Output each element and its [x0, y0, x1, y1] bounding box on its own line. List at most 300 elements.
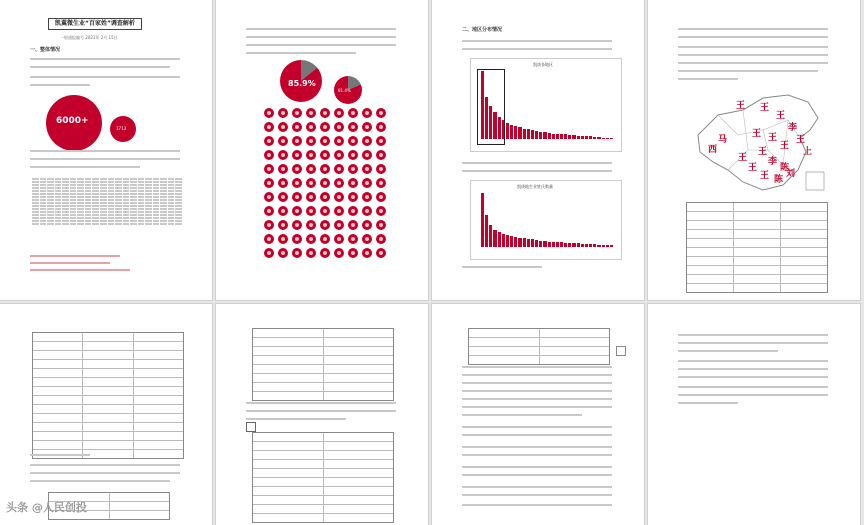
chart-bar	[568, 135, 571, 139]
table-cell	[253, 356, 323, 364]
chart-bar	[606, 245, 609, 247]
surname-dot	[334, 220, 344, 230]
grid-cell	[138, 193, 145, 195]
page-8[interactable]	[648, 304, 860, 525]
grid-cell	[85, 223, 92, 225]
chart-bar	[481, 193, 484, 247]
grid-cell	[100, 208, 107, 210]
grid-cell	[77, 184, 84, 186]
footnote-line	[30, 255, 120, 257]
grid-cell	[100, 214, 107, 216]
table-row	[687, 238, 827, 247]
text-line	[462, 366, 612, 368]
grid-cell	[70, 223, 77, 225]
grid-cell	[123, 199, 130, 201]
grid-cell	[40, 205, 47, 207]
surname-dot	[348, 136, 358, 146]
surname-dot	[320, 192, 330, 202]
grid-cell	[70, 208, 77, 210]
table-cell	[733, 203, 780, 211]
grid-cell	[108, 181, 115, 183]
grid-cell	[115, 211, 122, 213]
surname-dot	[292, 122, 302, 132]
grid-cell	[130, 190, 137, 192]
grid-cell	[47, 199, 54, 201]
map-surname-label: 王	[736, 101, 746, 111]
grid-cell	[108, 220, 115, 222]
table-cell	[133, 441, 183, 449]
grid-cell	[77, 187, 84, 189]
grid-cell	[153, 214, 160, 216]
surname-dot	[348, 206, 358, 216]
table-cell	[253, 514, 323, 522]
grid-cell	[85, 208, 92, 210]
grid-cell	[130, 181, 137, 183]
table-cell	[733, 257, 780, 265]
table-cell	[82, 405, 132, 413]
surname-dot	[334, 192, 344, 202]
surname-dot	[264, 164, 274, 174]
grid-cell	[153, 199, 160, 201]
table-row	[687, 256, 827, 265]
surname-dot	[264, 122, 274, 132]
grid-cell	[55, 220, 62, 222]
map-surname-label: 马	[718, 135, 728, 145]
text-line	[462, 446, 612, 448]
grid-cell	[32, 196, 39, 198]
grid-cell	[145, 199, 152, 201]
grid-cell	[100, 196, 107, 198]
table-row	[469, 337, 609, 346]
grid-cell	[130, 211, 137, 213]
grid-cell	[62, 211, 69, 213]
text-line	[678, 70, 818, 72]
grid-cell	[62, 193, 69, 195]
text-line	[462, 434, 612, 436]
page-2[interactable]	[216, 0, 428, 300]
chart-bar	[518, 238, 521, 247]
grid-cell	[160, 205, 167, 207]
grid-cell	[175, 223, 182, 225]
table-row	[253, 441, 393, 450]
grid-cell	[62, 208, 69, 210]
table-cell	[33, 342, 82, 350]
grid-cell	[47, 193, 54, 195]
grid-cell	[40, 211, 47, 213]
grid-cell	[160, 220, 167, 222]
table-row	[253, 459, 393, 468]
grid-cell	[138, 217, 145, 219]
table-row	[687, 203, 827, 211]
page-4[interactable]	[648, 0, 860, 300]
chart-bar	[527, 129, 530, 139]
table-cell	[687, 230, 733, 238]
table-cell	[687, 275, 733, 283]
grid-cell	[145, 211, 152, 213]
surname-dot	[320, 108, 330, 118]
table-cell	[82, 333, 132, 341]
chart-bar	[572, 243, 575, 247]
table-cell	[469, 356, 539, 364]
text-line	[30, 76, 180, 78]
grid-cell	[32, 187, 39, 189]
table-row	[253, 364, 393, 373]
grid-cell	[160, 223, 167, 225]
grid-cell	[77, 211, 84, 213]
table-row	[253, 433, 393, 441]
grid-cell	[123, 211, 130, 213]
resize-handle-icon[interactable]	[616, 346, 626, 356]
bubble-small-value: 1713	[116, 126, 127, 131]
chart-bar	[535, 240, 538, 247]
table-cell	[82, 396, 132, 404]
text-line	[30, 150, 180, 152]
table-cell	[687, 212, 733, 220]
grid-cell	[85, 205, 92, 207]
table-cell	[253, 478, 323, 486]
page-5[interactable]	[0, 304, 212, 525]
text-line	[678, 334, 828, 336]
table-cell	[133, 450, 183, 458]
chart-bar	[514, 126, 517, 139]
chart-bar	[581, 244, 584, 247]
grid-cell	[130, 187, 137, 189]
table-cell	[33, 432, 82, 440]
bar-chart-1	[470, 58, 622, 152]
surname-dot	[362, 108, 372, 118]
table-cell	[49, 493, 109, 501]
surname-dot	[320, 206, 330, 216]
chart-bar	[527, 239, 530, 247]
table-cell	[253, 383, 323, 391]
grid-cell	[47, 190, 54, 192]
chart-bar	[577, 136, 580, 139]
grid-cell	[115, 214, 122, 216]
grid-cell	[55, 178, 62, 180]
grid-cell	[77, 220, 84, 222]
table-cell	[733, 239, 780, 247]
chart-bar	[539, 241, 542, 247]
grid-cell	[70, 178, 77, 180]
grid-cell	[168, 220, 175, 222]
grid-cell	[62, 220, 69, 222]
grid-cell	[145, 187, 152, 189]
text-line	[462, 398, 612, 400]
grid-cell	[77, 205, 84, 207]
table-cell	[323, 487, 394, 495]
grid-cell	[92, 193, 99, 195]
surname-dot	[362, 234, 372, 244]
grid-cell	[168, 184, 175, 186]
map-surname-label: 王	[760, 103, 770, 113]
table-row	[253, 382, 393, 391]
grid-cell	[55, 214, 62, 216]
surname-dot	[376, 192, 386, 202]
surname-dot	[362, 192, 372, 202]
grid-cell	[145, 220, 152, 222]
grid-cell	[115, 178, 122, 180]
chart-bar	[552, 134, 555, 139]
text-line	[462, 266, 542, 268]
surname-dot	[278, 150, 288, 160]
table-cell	[133, 432, 183, 440]
text-line	[678, 78, 738, 80]
grid-cell	[160, 199, 167, 201]
table-cell	[323, 478, 394, 486]
table-row	[469, 329, 609, 337]
text-line	[462, 390, 612, 392]
table-cell	[780, 212, 827, 220]
map-surname-label: 刘	[786, 169, 796, 179]
grid-cell	[145, 217, 152, 219]
table-cell	[253, 365, 323, 373]
text-line	[462, 162, 612, 164]
table-cell	[133, 333, 183, 341]
surname-dot	[278, 192, 288, 202]
grid-cell	[40, 196, 47, 198]
surname-dot-grid	[264, 108, 386, 258]
table-cell	[253, 469, 323, 477]
table-cell	[33, 423, 82, 431]
grid-cell	[85, 214, 92, 216]
table-cell	[687, 239, 733, 247]
page-7[interactable]	[432, 304, 644, 525]
section-heading: 一、整体情况	[30, 47, 61, 53]
grid-cell	[32, 178, 39, 180]
table-cell	[539, 329, 610, 337]
grid-cell	[85, 220, 92, 222]
table-cell	[780, 230, 827, 238]
grid-cell	[138, 199, 145, 201]
chart-bar	[610, 245, 613, 247]
table-cell	[253, 347, 323, 355]
surname-dot	[320, 122, 330, 132]
table-cell	[253, 442, 323, 450]
text-line	[678, 36, 828, 38]
surname-dot	[292, 220, 302, 230]
surname-dot	[348, 122, 358, 132]
surname-dot	[264, 206, 274, 216]
grid-cell	[40, 178, 47, 180]
surname-dot	[334, 150, 344, 160]
grid-cell	[160, 184, 167, 186]
grid-cell	[85, 187, 92, 189]
grid-cell	[40, 223, 47, 225]
grid-cell	[108, 199, 115, 201]
document-subtitle: 一般通报编号 2021年 2月 15日	[60, 35, 118, 40]
surname-dot	[376, 150, 386, 160]
grid-cell	[32, 193, 39, 195]
grid-cell	[92, 217, 99, 219]
table-cell	[133, 369, 183, 377]
surname-dot	[306, 192, 316, 202]
chart-bar	[585, 136, 588, 139]
surname-dot	[278, 248, 288, 258]
table-cell	[323, 442, 394, 450]
table-row	[687, 274, 827, 283]
chart-bar	[589, 244, 592, 247]
table-row	[33, 404, 183, 413]
grid-cell	[55, 184, 62, 186]
grid-cell	[108, 196, 115, 198]
grid-cell	[70, 190, 77, 192]
grid-cell	[70, 193, 77, 195]
table-move-handle-icon[interactable]	[246, 422, 256, 432]
surname-dot	[306, 220, 316, 230]
surname-dot	[278, 108, 288, 118]
grid-cell	[138, 190, 145, 192]
chart-bar	[531, 239, 534, 247]
grid-cell	[153, 196, 160, 198]
grid-cell	[115, 223, 122, 225]
table-cell	[253, 433, 323, 441]
surname-dot	[264, 192, 274, 202]
grid-cell	[85, 181, 92, 183]
grid-cell	[108, 193, 115, 195]
grid-cell	[77, 181, 84, 183]
table-row	[33, 395, 183, 404]
text-line	[462, 40, 612, 42]
map-surname-label: 李	[788, 123, 798, 133]
grid-cell	[175, 193, 182, 195]
surname-dot	[320, 234, 330, 244]
surname-dot	[348, 108, 358, 118]
table-cell	[109, 502, 170, 510]
grid-cell	[130, 208, 137, 210]
map-surname-label: 王	[796, 135, 806, 145]
grid-cell	[77, 199, 84, 201]
map-surname-label: 王	[780, 141, 790, 151]
grid-cell	[175, 217, 182, 219]
bubble-large-value: 6000+	[56, 116, 89, 126]
chart-bar	[518, 127, 521, 139]
grid-cell	[70, 211, 77, 213]
chart-bar	[485, 215, 488, 247]
grid-cell	[168, 202, 175, 204]
table-cell	[539, 347, 610, 355]
surname-dot	[306, 136, 316, 146]
table-cell	[109, 493, 170, 501]
chart-bar	[568, 243, 571, 247]
surname-dot	[376, 108, 386, 118]
page-6[interactable]	[216, 304, 428, 525]
grid-cell	[160, 208, 167, 210]
grid-cell	[92, 199, 99, 201]
chart-bar	[602, 245, 605, 247]
surname-dot	[306, 178, 316, 188]
grid-cell	[55, 208, 62, 210]
surname-dot	[376, 122, 386, 132]
table-cell	[780, 275, 827, 283]
table-cell	[133, 378, 183, 386]
table-cell	[133, 423, 183, 431]
surname-dot	[320, 164, 330, 174]
surname-dot	[292, 192, 302, 202]
grid-cell	[153, 217, 160, 219]
grid-cell	[145, 178, 152, 180]
surname-dot	[376, 178, 386, 188]
table-cell	[82, 387, 132, 395]
surname-dot	[278, 122, 288, 132]
grid-cell	[108, 211, 115, 213]
surname-dot	[362, 164, 372, 174]
grid-cell	[55, 190, 62, 192]
grid-cell	[70, 181, 77, 183]
surname-dot	[376, 206, 386, 216]
table-row	[253, 504, 393, 513]
grid-cell	[32, 208, 39, 210]
table-cell	[469, 329, 539, 337]
grid-cell	[160, 187, 167, 189]
page-3[interactable]	[432, 0, 644, 300]
chart-bar	[589, 136, 592, 139]
surname-dot	[362, 248, 372, 258]
surname-dot	[292, 234, 302, 244]
table-cell	[323, 329, 394, 337]
table-cell	[323, 514, 394, 522]
grid-cell	[168, 196, 175, 198]
text-line	[678, 368, 828, 370]
text-line	[678, 62, 828, 64]
surname-dot	[306, 108, 316, 118]
grid-cell	[62, 196, 69, 198]
grid-cell	[115, 184, 122, 186]
grid-cell	[55, 193, 62, 195]
chart-title: 凯庚各地区	[533, 62, 553, 67]
table-row	[253, 513, 393, 522]
surname-dot	[376, 136, 386, 146]
grid-cell	[47, 208, 54, 210]
section-heading: 二、地区分布情况	[462, 27, 503, 33]
watermark: 头条 @人民创投	[6, 501, 87, 514]
grid-cell	[138, 184, 145, 186]
grid-cell	[85, 184, 92, 186]
grid-cell	[138, 202, 145, 204]
chart-bar	[523, 129, 526, 139]
surname-dot	[334, 122, 344, 132]
grid-cell	[175, 211, 182, 213]
grid-cell	[92, 187, 99, 189]
grid-cell	[168, 190, 175, 192]
page-1[interactable]	[0, 0, 212, 300]
grid-cell	[175, 181, 182, 183]
table-cell	[687, 248, 733, 256]
table-cell	[539, 338, 610, 346]
chart-bar	[606, 138, 609, 139]
grid-cell	[123, 223, 130, 225]
table-cell	[82, 351, 132, 359]
donut-small-value: 81.4%	[338, 88, 351, 93]
surname-dot	[264, 178, 274, 188]
grid-cell	[153, 184, 160, 186]
text-line	[678, 360, 828, 362]
grid-cell	[32, 199, 39, 201]
map-surname-label: 陈	[774, 175, 784, 185]
grid-cell	[145, 223, 152, 225]
grid-cell	[138, 214, 145, 216]
table-cell	[82, 342, 132, 350]
table-cell	[733, 221, 780, 229]
text-line	[30, 84, 90, 86]
grid-cell	[32, 202, 39, 204]
chart-bar	[597, 245, 600, 247]
table-cell	[323, 347, 394, 355]
chart-bar	[539, 132, 542, 139]
grid-cell	[55, 187, 62, 189]
table-cell	[82, 432, 132, 440]
grid-cell	[40, 214, 47, 216]
text-line	[678, 342, 828, 344]
